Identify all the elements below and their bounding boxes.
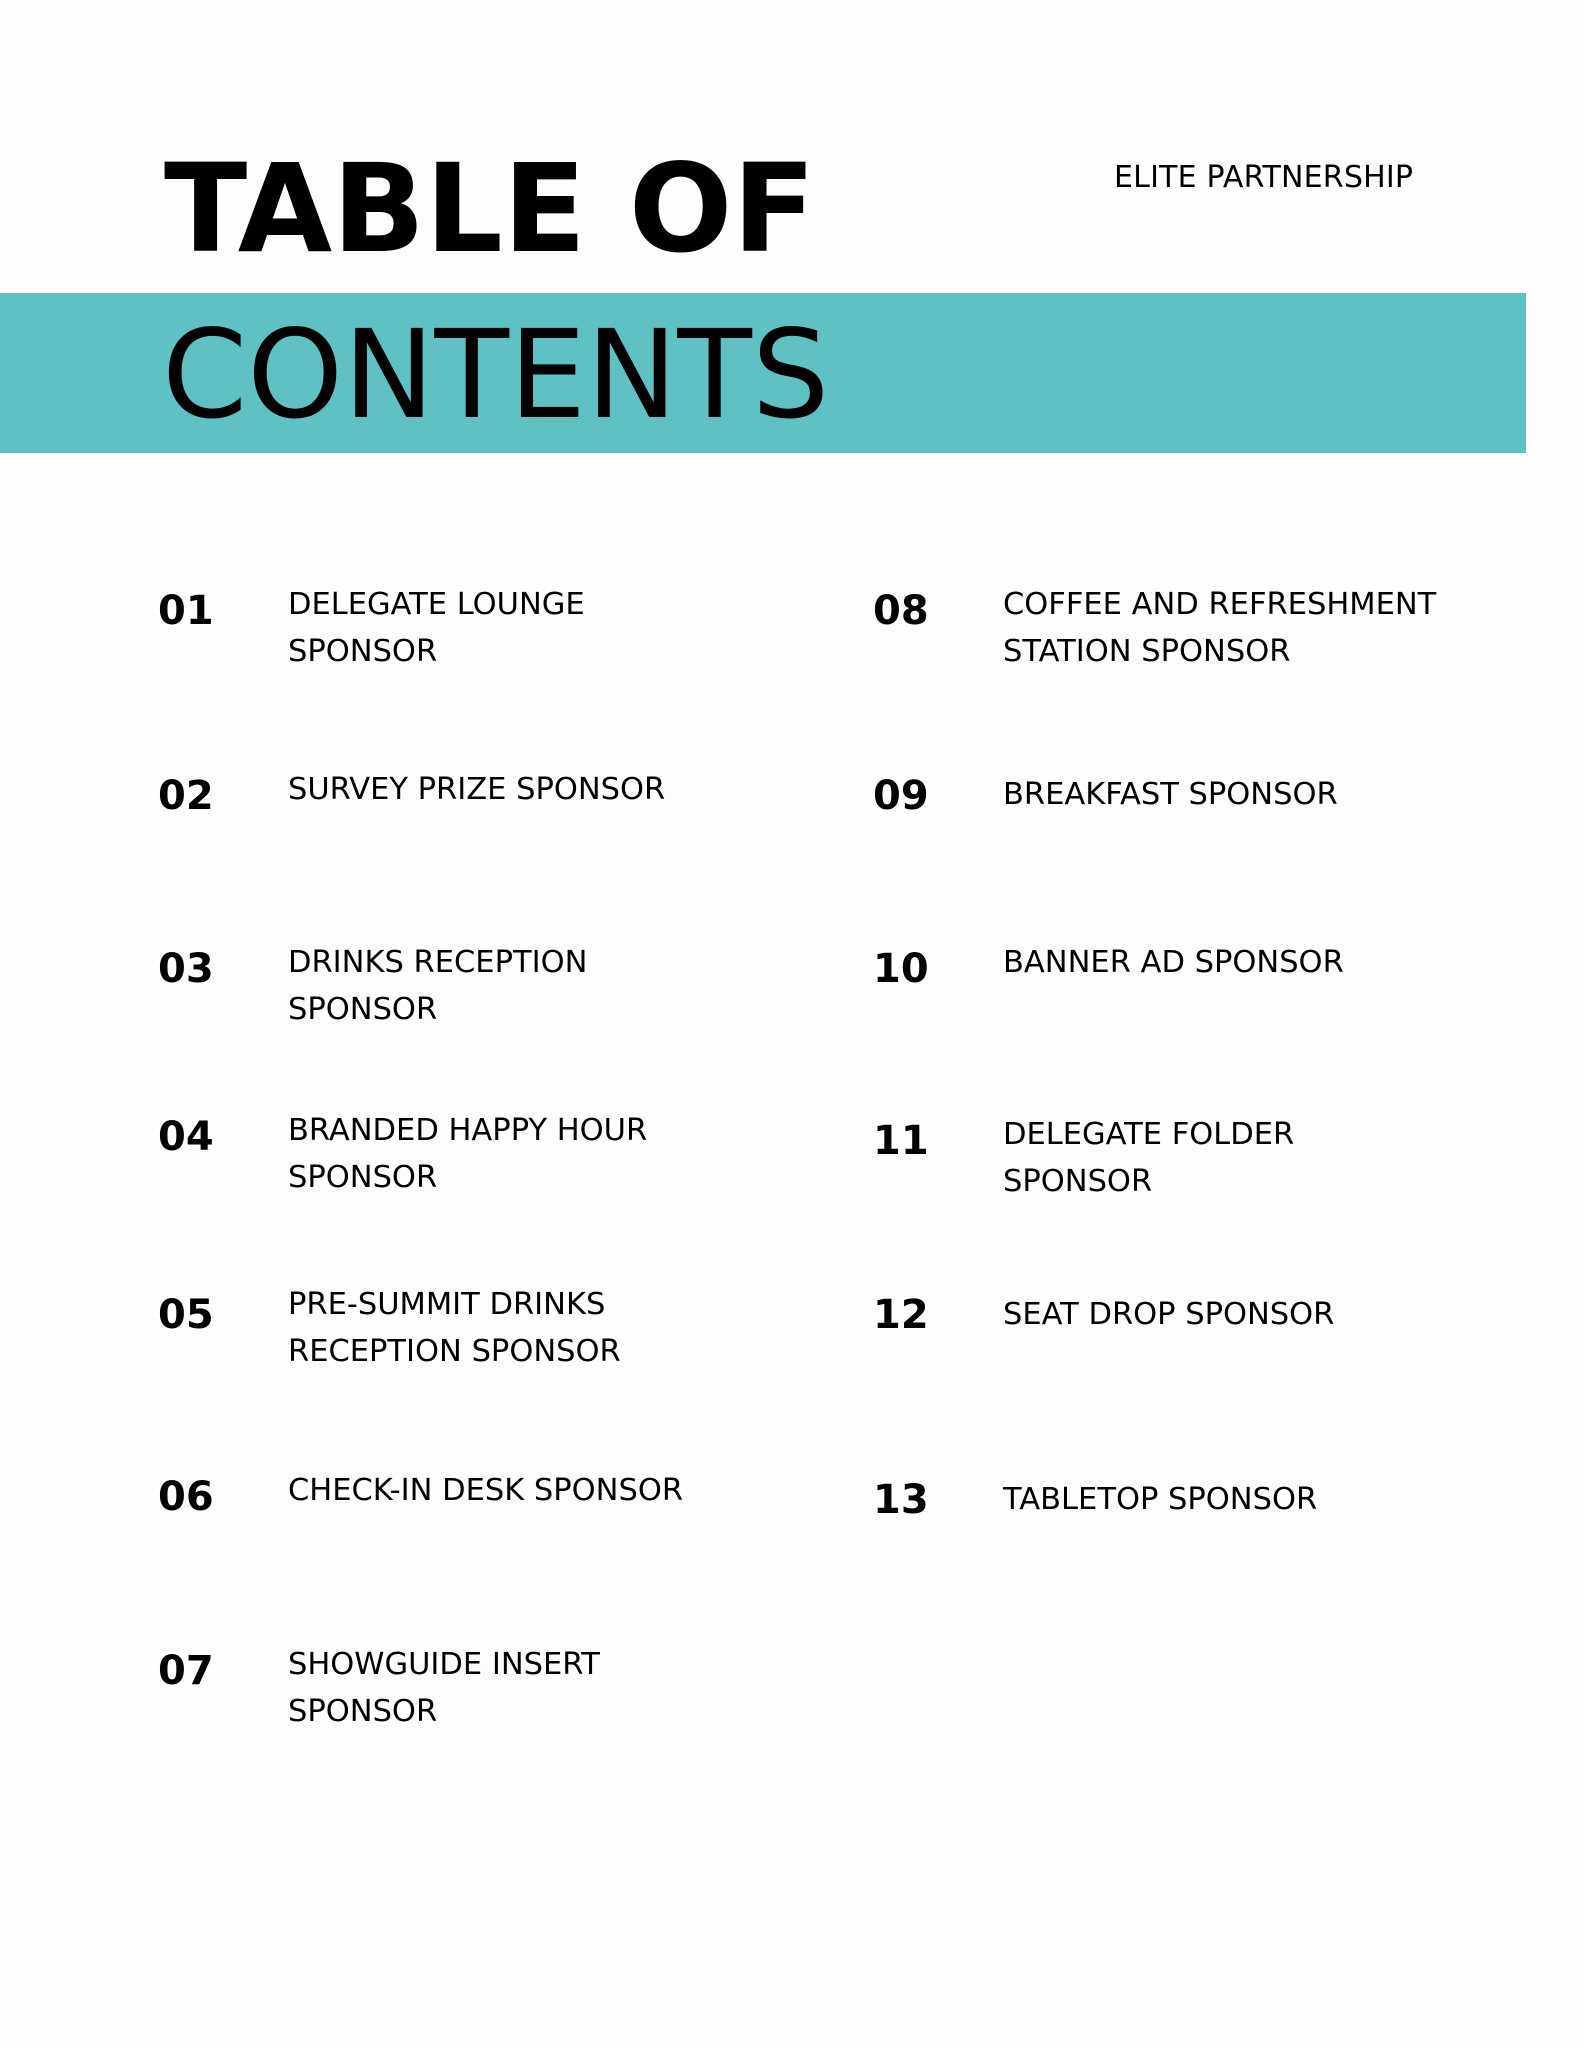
toc-item-label: DRINKS RECEPTION SPONSOR [288,945,588,1027]
toc-item-number: 10 [873,946,929,992]
toc-item-label: BANNER AD SPONSOR [1003,945,1344,980]
toc-item-number: 03 [158,946,214,992]
toc-item-number: 12 [873,1292,929,1338]
toc-item-number: 02 [158,773,214,819]
toc-item-number: 01 [158,588,214,634]
toc-item-label: SURVEY PRIZE SPONSOR [288,772,666,807]
toc-item-number: 07 [158,1648,214,1694]
document-tagline: ELITE PARTNERSHIP [1114,160,1414,195]
page-title-line-1: TABLE OF [164,138,816,280]
toc-item-label: BREAKFAST SPONSOR [1003,777,1338,812]
toc-item-label: PRE-SUMMIT DRINKS RECEPTION SPONSOR [288,1287,621,1369]
toc-item-label: TABLETOP SPONSOR [1003,1482,1318,1517]
toc-item-label: COFFEE AND REFRESHMENT STATION SPONSOR [1003,587,1437,669]
toc-item-number: 05 [158,1292,214,1338]
toc-item-number: 11 [873,1118,929,1164]
toc-item-number: 13 [873,1477,929,1523]
toc-item-number: 06 [158,1474,214,1520]
toc-item-label: SHOWGUIDE INSERT SPONSOR [288,1647,600,1729]
toc-item-label: SEAT DROP SPONSOR [1003,1297,1335,1332]
toc-item-label: DELEGATE LOUNGE SPONSOR [288,587,585,669]
toc-item-label: BRANDED HAPPY HOUR SPONSOR [288,1113,648,1195]
page-title-line-2: CONTENTS [162,304,830,446]
toc-item-label: DELEGATE FOLDER SPONSOR [1003,1117,1295,1199]
toc-item-number: 04 [158,1114,214,1160]
toc-item-label: CHECK-IN DESK SPONSOR [288,1473,684,1508]
toc-item-number: 09 [873,773,929,819]
toc-item-number: 08 [873,588,929,634]
